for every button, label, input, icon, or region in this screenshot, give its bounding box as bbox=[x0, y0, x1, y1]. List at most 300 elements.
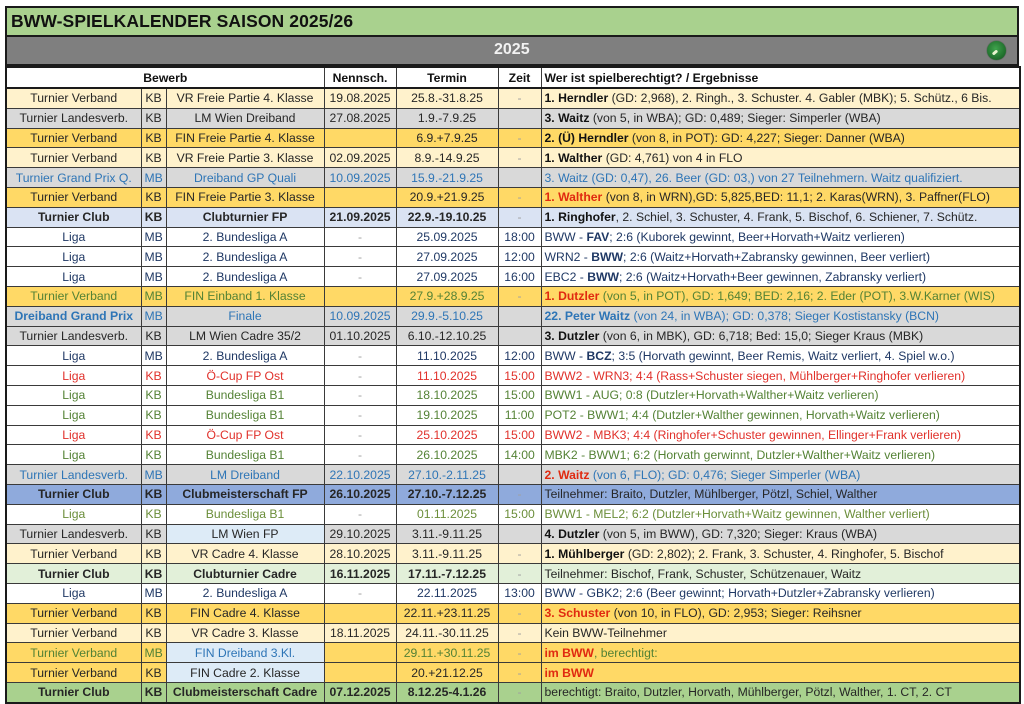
typ-cell: Turnier Verband bbox=[6, 187, 141, 207]
result-highlight: im BWW bbox=[544, 665, 594, 680]
table-row bbox=[6, 682, 1020, 702]
nenn-cell: - bbox=[324, 425, 396, 445]
termin-cell: 15.9.-21.9.25 bbox=[396, 168, 498, 188]
result-highlight: 3. Schuster bbox=[544, 606, 611, 621]
bewerb-cell: VR Freie Partie 4. Klasse bbox=[166, 88, 324, 108]
termin-cell: 27.09.2025 bbox=[396, 267, 498, 287]
bewerb-cell: Clubturnier Cadre bbox=[166, 564, 324, 584]
result-text: (von 6, in MBK), GD: 6,718; Bed: 15,0; Sieger Kraus (MBK) bbox=[599, 328, 924, 343]
table-row bbox=[6, 484, 1020, 504]
result-highlight: 1. Herndler bbox=[544, 91, 609, 106]
termin-cell: 27.09.2025 bbox=[396, 247, 498, 267]
result-cell bbox=[541, 643, 1020, 663]
bewerb-cell: Clubmeisterschaft Cadre bbox=[166, 682, 324, 702]
nenn-cell: 02.09.2025 bbox=[324, 148, 396, 168]
zeit-cell: 16:00 bbox=[498, 267, 541, 287]
termin-cell: 6.10.-12.10.25 bbox=[396, 326, 498, 346]
typ-cell: Liga bbox=[6, 583, 141, 603]
result-cell bbox=[541, 445, 1020, 465]
typ-cell: Liga bbox=[6, 445, 141, 465]
result-text: , berechtigt: bbox=[593, 645, 658, 660]
nenn-cell bbox=[324, 128, 396, 148]
table-row bbox=[6, 88, 1020, 108]
nenn-cell: 26.10.2025 bbox=[324, 484, 396, 504]
nenn-cell: 16.11.2025 bbox=[324, 564, 396, 584]
nenn-cell bbox=[324, 603, 396, 623]
typ-cell: Turnier Verband bbox=[6, 88, 141, 108]
result-cell bbox=[541, 187, 1020, 207]
table-row bbox=[6, 643, 1020, 663]
bewerb-cell: 2. Bundesliga A bbox=[166, 267, 324, 287]
typ-cell: Liga bbox=[6, 385, 141, 405]
table-row bbox=[6, 286, 1020, 306]
result-text: BWW2 - MBK3; 4:4 (Ringhofer+Schuster gewinnen, Ellinger+Frank verlieren) bbox=[544, 427, 962, 442]
kat-cell: KB bbox=[141, 405, 166, 425]
bewerb-cell: LM Dreiband bbox=[166, 465, 324, 485]
table-row bbox=[6, 465, 1020, 485]
kat-cell: KB bbox=[141, 326, 166, 346]
zeit-cell: 18:00 bbox=[498, 227, 541, 247]
result-cell bbox=[541, 504, 1020, 524]
kat-cell: KB bbox=[141, 425, 166, 445]
header-termin: Termin bbox=[396, 67, 498, 88]
result-text: (von 6, FLO); GD: 0,476; Sieger Simperler (WBA) bbox=[589, 467, 861, 482]
typ-cell: Turnier Landesverb. bbox=[6, 108, 141, 128]
zeit-cell bbox=[498, 306, 541, 326]
result-text: , 2. Schiel, 3. Schuster, 4. Frank, 5. Bischof, 6. Schiener, 7. Schütz. bbox=[615, 210, 978, 225]
zeit-cell: 12:00 bbox=[498, 247, 541, 267]
result-cell bbox=[541, 346, 1020, 366]
result-cell bbox=[541, 425, 1020, 445]
typ-cell: Turnier Club bbox=[6, 682, 141, 702]
bewerb-cell: FIN Dreiband 3.Kl. bbox=[166, 643, 324, 663]
kat-cell: KB bbox=[141, 504, 166, 524]
kat-cell: MB bbox=[141, 286, 166, 306]
zeit-cell: - bbox=[498, 544, 541, 564]
result-text: (von 24, in WBA); GD: 0,378; Sieger Kostistansky (BCN) bbox=[630, 309, 939, 324]
termin-cell: 22.9.-19.10.25 bbox=[396, 207, 498, 227]
typ-cell: Liga bbox=[6, 247, 141, 267]
nenn-cell bbox=[324, 286, 396, 306]
zeit-cell: - bbox=[498, 187, 541, 207]
result-cell bbox=[541, 524, 1020, 544]
zeit-cell: 15:00 bbox=[498, 385, 541, 405]
result-text: (von 5, in POT), GD: 1,649; BED: 2,16; 2. Eder (POT), 3.W.Karner (WIS) bbox=[599, 289, 995, 304]
kat-cell: MB bbox=[141, 346, 166, 366]
termin-cell: 25.8.-31.8.25 bbox=[396, 88, 498, 108]
typ-cell: Dreiband Grand Prix bbox=[6, 306, 141, 326]
kat-cell: KB bbox=[141, 603, 166, 623]
zeit-cell: - bbox=[498, 286, 541, 306]
zeit-cell: - bbox=[498, 207, 541, 227]
nenn-cell: 10.09.2025 bbox=[324, 306, 396, 326]
zeit-cell: 15:00 bbox=[498, 425, 541, 445]
result-cell bbox=[541, 108, 1020, 128]
zeit-cell: 15:00 bbox=[498, 366, 541, 386]
result-highlight: 1. Dutzler bbox=[544, 289, 600, 304]
zeit-cell: - bbox=[498, 603, 541, 623]
bewerb-cell: VR Freie Partie 3. Klasse bbox=[166, 148, 324, 168]
nenn-cell: 18.11.2025 bbox=[324, 623, 396, 643]
result-cell bbox=[541, 564, 1020, 584]
table-row bbox=[6, 445, 1020, 465]
termin-cell: 27.9.+28.9.25 bbox=[396, 286, 498, 306]
nenn-cell: - bbox=[324, 366, 396, 386]
result-cell bbox=[541, 583, 1020, 603]
nenn-cell: 07.12.2025 bbox=[324, 682, 396, 702]
result-text: (von 5, im BWW), GD: 7,320; Sieger: Kraus (WBA) bbox=[599, 526, 878, 541]
zeit-cell: 14:00 bbox=[498, 445, 541, 465]
result-cell bbox=[541, 623, 1020, 643]
table-row bbox=[6, 326, 1020, 346]
typ-cell: Liga bbox=[6, 346, 141, 366]
termin-cell: 25.10.2025 bbox=[396, 425, 498, 445]
kat-cell: MB bbox=[141, 583, 166, 603]
nenn-cell: - bbox=[324, 346, 396, 366]
table-row bbox=[6, 663, 1020, 683]
typ-cell: Liga bbox=[6, 425, 141, 445]
bewerb-cell: Finale bbox=[166, 306, 324, 326]
bewerb-cell: Dreiband GP Quali bbox=[166, 168, 324, 188]
termin-cell: 27.10.-7.12.25 bbox=[396, 484, 498, 504]
kat-cell: KB bbox=[141, 663, 166, 683]
result-text: ; 3:5 (Horvath gewinnt, Beer Remis, Waitz verliert, 4. Spiel w.o.) bbox=[611, 348, 955, 363]
zeit-cell: - bbox=[498, 148, 541, 168]
result-text: BWW2 - WRN3; 4:4 (Rass+Schuster siegen, Mühlberger+Ringhofer verlieren) bbox=[544, 368, 966, 383]
termin-cell: 3.11.-9.11.25 bbox=[396, 544, 498, 564]
table-row bbox=[6, 623, 1020, 643]
result-text: BWW - GBK2; 2:6 (Beer gewinnt; Horvath+Dutzler+Zabransky verlieren) bbox=[544, 586, 935, 601]
bewerb-cell: 2. Bundesliga A bbox=[166, 247, 324, 267]
result-pre: BWW - bbox=[544, 229, 587, 244]
table-row bbox=[6, 366, 1020, 386]
kat-cell: MB bbox=[141, 643, 166, 663]
table-header-row bbox=[6, 67, 1020, 88]
termin-cell: 26.10.2025 bbox=[396, 445, 498, 465]
result-cell bbox=[541, 385, 1020, 405]
kat-cell: MB bbox=[141, 168, 166, 188]
termin-cell: 22.11.2025 bbox=[396, 583, 498, 603]
result-cell bbox=[541, 247, 1020, 267]
bewerb-cell: FIN Freie Partie 4. Klasse bbox=[166, 128, 324, 148]
nenn-cell bbox=[324, 643, 396, 663]
page-title bbox=[5, 6, 1019, 35]
zeit-cell bbox=[498, 465, 541, 485]
result-cell bbox=[541, 326, 1020, 346]
kat-cell: MB bbox=[141, 267, 166, 287]
result-highlight: 2. (Ü) Herndler bbox=[544, 130, 629, 145]
zeit-cell: - bbox=[498, 128, 541, 148]
result-text: Kein BWW-Teilnehmer bbox=[544, 625, 667, 640]
table-row bbox=[6, 564, 1020, 584]
result-text: Teilnehmer: Bischof, Frank, Schuster, Schützenauer, Waitz bbox=[544, 566, 862, 581]
result-highlight: BWW bbox=[591, 249, 624, 264]
result-text: 3. Waitz (GD: 0,47), 26. Beer (GD: 03,) von 27 Teilnehmern. Waitz qualifiziert. bbox=[544, 170, 963, 185]
result-text: berechtigt: Braito, Dutzler, Horvath, Mühlberger, Pötzl, Walther, 1. CT, 2. CT bbox=[544, 685, 952, 700]
typ-cell: Turnier Verband bbox=[6, 148, 141, 168]
termin-cell: 8.12.25-4.1.26 bbox=[396, 682, 498, 702]
termin-cell: 27.10.-2.11.25 bbox=[396, 465, 498, 485]
bewerb-cell: VR Cadre 3. Klasse bbox=[166, 623, 324, 643]
result-cell bbox=[541, 267, 1020, 287]
typ-cell: Turnier Verband bbox=[6, 663, 141, 683]
typ-cell: Turnier Club bbox=[6, 207, 141, 227]
table-row bbox=[6, 425, 1020, 445]
result-cell bbox=[541, 88, 1020, 108]
result-cell bbox=[541, 465, 1020, 485]
result-cell bbox=[541, 682, 1020, 702]
bewerb-cell: Ö-Cup FP Ost bbox=[166, 366, 324, 386]
kat-cell: MB bbox=[141, 465, 166, 485]
result-cell bbox=[541, 366, 1020, 386]
result-text: BWW1 - AUG; 0:8 (Dutzler+Horvath+Walther+Waitz verlieren) bbox=[544, 388, 879, 403]
result-highlight: BCZ bbox=[586, 348, 612, 363]
termin-cell: 8.9.-14.9.25 bbox=[396, 148, 498, 168]
nenn-cell bbox=[324, 187, 396, 207]
table-row bbox=[6, 168, 1020, 188]
table-row bbox=[6, 544, 1020, 564]
typ-cell: Turnier Verband bbox=[6, 128, 141, 148]
table-row bbox=[6, 128, 1020, 148]
header-bewerb: Bewerb bbox=[6, 67, 324, 88]
kat-cell: MB bbox=[141, 247, 166, 267]
result-cell bbox=[541, 306, 1020, 326]
kat-cell: KB bbox=[141, 187, 166, 207]
year-label: 2025 bbox=[494, 41, 530, 58]
bewerb-cell: LM Wien Cadre 35/2 bbox=[166, 326, 324, 346]
kat-cell: KB bbox=[141, 108, 166, 128]
result-text: ; 2:6 (Waitz+Horvath+Zabransky gewinnen, Beer verliert) bbox=[623, 249, 931, 264]
zeit-cell: - bbox=[498, 623, 541, 643]
result-highlight: 3. Dutzler bbox=[544, 328, 600, 343]
bewerb-cell: FIN Einband 1. Klasse bbox=[166, 286, 324, 306]
termin-cell: 20.+21.12.25 bbox=[396, 663, 498, 683]
termin-cell: 01.11.2025 bbox=[396, 504, 498, 524]
kat-cell: KB bbox=[141, 564, 166, 584]
kat-cell: KB bbox=[141, 128, 166, 148]
typ-cell: Liga bbox=[6, 267, 141, 287]
zeit-cell bbox=[498, 524, 541, 544]
typ-cell: Turnier Club bbox=[6, 564, 141, 584]
table-row bbox=[6, 148, 1020, 168]
result-highlight: 4. Dutzler bbox=[544, 526, 600, 541]
table-row bbox=[6, 267, 1020, 287]
bewerb-cell: Ö-Cup FP Ost bbox=[166, 425, 324, 445]
nenn-cell: 27.08.2025 bbox=[324, 108, 396, 128]
table-row bbox=[6, 207, 1020, 227]
zeit-cell: 11:00 bbox=[498, 405, 541, 425]
zeit-cell bbox=[498, 326, 541, 346]
termin-cell: 3.11.-9.11.25 bbox=[396, 524, 498, 544]
table-row bbox=[6, 346, 1020, 366]
termin-cell: 29.11.+30.11.25 bbox=[396, 643, 498, 663]
result-pre: WRN2 - bbox=[544, 249, 592, 264]
bewerb-cell: FIN Cadre 2. Klasse bbox=[166, 663, 324, 683]
result-cell bbox=[541, 148, 1020, 168]
termin-cell: 20.9.+21.9.25 bbox=[396, 187, 498, 207]
kat-cell: KB bbox=[141, 385, 166, 405]
kat-cell: KB bbox=[141, 524, 166, 544]
bewerb-cell: LM Wien Dreiband bbox=[166, 108, 324, 128]
kat-cell: KB bbox=[141, 88, 166, 108]
kat-cell: KB bbox=[141, 484, 166, 504]
table-row bbox=[6, 227, 1020, 247]
result-highlight: FAV bbox=[586, 229, 610, 244]
zeit-cell: - bbox=[498, 663, 541, 683]
result-text: MBK2 - BWW1; 6:2 (Horvath gerwinnt, Dutzler+Walther+Waitz verlieren) bbox=[544, 447, 936, 462]
termin-cell: 11.10.2025 bbox=[396, 346, 498, 366]
bewerb-cell: LM Wien FP bbox=[166, 524, 324, 544]
termin-cell: 22.11.+23.11.25 bbox=[396, 603, 498, 623]
nenn-cell: - bbox=[324, 227, 396, 247]
result-highlight: 1. Mühlberger bbox=[544, 546, 625, 561]
table-row bbox=[6, 504, 1020, 524]
typ-cell: Turnier Landesverb. bbox=[6, 326, 141, 346]
result-cell bbox=[541, 484, 1020, 504]
typ-cell: Liga bbox=[6, 366, 141, 386]
kat-cell: KB bbox=[141, 445, 166, 465]
bewerb-cell: Bundesliga B1 bbox=[166, 405, 324, 425]
bewerb-cell: 2. Bundesliga A bbox=[166, 227, 324, 247]
result-highlight: 1. Walther bbox=[544, 190, 603, 205]
spielkalender-sheet bbox=[5, 6, 1019, 704]
zeit-cell: 12:00 bbox=[498, 346, 541, 366]
typ-cell: Turnier Verband bbox=[6, 286, 141, 306]
result-highlight: 1. Walther bbox=[544, 150, 603, 165]
zeit-cell: - bbox=[498, 564, 541, 584]
year-banner bbox=[5, 35, 1019, 66]
table-row bbox=[6, 108, 1020, 128]
zeit-cell bbox=[498, 168, 541, 188]
result-text: (von 8, in WRN),GD: 5,825,BED: 11,1; 2. Karas(WRN), 3. Paffner(FLO) bbox=[602, 190, 990, 205]
typ-cell: Turnier Club bbox=[6, 484, 141, 504]
result-text: Teilnehmer: Braito, Dutzler, Mühlberger, Pötzl, Schiel, Walther bbox=[544, 487, 878, 502]
typ-cell: Liga bbox=[6, 227, 141, 247]
kat-cell: MB bbox=[141, 227, 166, 247]
zeit-cell: - bbox=[498, 682, 541, 702]
table-row bbox=[6, 603, 1020, 623]
result-highlight: 2. Waitz bbox=[544, 467, 590, 482]
result-text: ; 2:6 (Waitz+Horvath+Beer gewinnen, Zabransky verliert) bbox=[619, 269, 927, 284]
zeit-cell: 15:00 bbox=[498, 504, 541, 524]
nenn-cell: 10.09.2025 bbox=[324, 168, 396, 188]
typ-cell: Turnier Landesverb. bbox=[6, 524, 141, 544]
result-pre: BWW - bbox=[544, 348, 587, 363]
typ-cell: Turnier Verband bbox=[6, 603, 141, 623]
termin-cell: 25.09.2025 bbox=[396, 227, 498, 247]
kat-cell: KB bbox=[141, 623, 166, 643]
result-highlight: 1. Ringhofer bbox=[544, 210, 616, 225]
bewerb-cell: 2. Bundesliga A bbox=[166, 583, 324, 603]
zeit-cell: - bbox=[498, 484, 541, 504]
nenn-cell: - bbox=[324, 445, 396, 465]
result-text: (GD: 4,761) von 4 in FLO bbox=[602, 150, 743, 165]
result-text: (GD: 2,968), 2. Ringh., 3. Schuster. 4. Gabler (MBK); 5. Schütz., 6 Bis. bbox=[608, 91, 992, 106]
bewerb-cell: VR Cadre 4. Klasse bbox=[166, 544, 324, 564]
result-cell bbox=[541, 286, 1020, 306]
result-text: BWW1 - MEL2; 6:2 (Dutzler+Horvath+Waitz gewinnen, Walther verliert) bbox=[544, 507, 930, 522]
table-row bbox=[6, 583, 1020, 603]
result-text: (GD: 2,802); 2. Frank, 3. Schuster, 4. Ringhofer, 5. Bischof bbox=[624, 546, 944, 561]
schedule-table bbox=[5, 66, 1021, 704]
result-text: (von 8, in POT): GD: 4,227; Sieger: Danner (WBA) bbox=[628, 130, 905, 145]
result-cell bbox=[541, 168, 1020, 188]
typ-cell: Liga bbox=[6, 405, 141, 425]
club-logo-icon bbox=[987, 41, 1006, 60]
nenn-cell: - bbox=[324, 267, 396, 287]
typ-cell: Turnier Landesverb. bbox=[6, 465, 141, 485]
result-pre: EBC2 - bbox=[544, 269, 588, 284]
bewerb-cell: Clubmeisterschaft FP bbox=[166, 484, 324, 504]
kat-cell: MB bbox=[141, 306, 166, 326]
result-cell bbox=[541, 207, 1020, 227]
result-highlight: BWW bbox=[587, 269, 619, 284]
bewerb-cell: Bundesliga B1 bbox=[166, 445, 324, 465]
table-row bbox=[6, 405, 1020, 425]
nenn-cell: 28.10.2025 bbox=[324, 544, 396, 564]
result-text: ; 2:6 (Kuborek gewinnt, Beer+Horvath+Waitz verlieren) bbox=[609, 229, 905, 244]
table-row bbox=[6, 247, 1020, 267]
termin-cell: 18.10.2025 bbox=[396, 385, 498, 405]
result-cell bbox=[541, 405, 1020, 425]
table-row bbox=[6, 385, 1020, 405]
kat-cell: KB bbox=[141, 366, 166, 386]
result-cell bbox=[541, 603, 1020, 623]
kat-cell: KB bbox=[141, 682, 166, 702]
termin-cell: 6.9.+7.9.25 bbox=[396, 128, 498, 148]
bewerb-cell: FIN Freie Partie 3. Klasse bbox=[166, 187, 324, 207]
bewerb-cell: 2. Bundesliga A bbox=[166, 346, 324, 366]
bewerb-cell: Bundesliga B1 bbox=[166, 504, 324, 524]
termin-cell: 24.11.-30.11.25 bbox=[396, 623, 498, 643]
result-cell bbox=[541, 663, 1020, 683]
table-row bbox=[6, 187, 1020, 207]
result-highlight: im BWW bbox=[544, 645, 594, 660]
termin-cell: 17.11.-7.12.25 bbox=[396, 564, 498, 584]
termin-cell: 19.10.2025 bbox=[396, 405, 498, 425]
kat-cell: KB bbox=[141, 207, 166, 227]
table-row bbox=[6, 524, 1020, 544]
typ-cell: Turnier Verband bbox=[6, 544, 141, 564]
nenn-cell bbox=[324, 663, 396, 683]
result-cell bbox=[541, 227, 1020, 247]
header-nennschluss: Nennsch. bbox=[324, 67, 396, 88]
nenn-cell: 19.08.2025 bbox=[324, 88, 396, 108]
zeit-cell bbox=[498, 108, 541, 128]
termin-cell: 1.9.-7.9.25 bbox=[396, 108, 498, 128]
kat-cell: KB bbox=[141, 148, 166, 168]
nenn-cell: - bbox=[324, 504, 396, 524]
title-text: BWW-SPIELKALENDER SAISON 2025/26 bbox=[11, 11, 354, 31]
result-highlight: 22. Peter Waitz bbox=[544, 309, 631, 324]
result-text: POT2 - BWW1; 4:4 (Dutzler+Walther gewinnen, Horvath+Waitz verlieren) bbox=[544, 408, 940, 423]
zeit-cell: - bbox=[498, 643, 541, 663]
result-highlight: 3. Waitz bbox=[544, 111, 590, 126]
result-text: (von 10, in FLO), GD: 2,953; Sieger: Reihsner bbox=[610, 606, 862, 621]
bewerb-cell: FIN Cadre 4. Klasse bbox=[166, 603, 324, 623]
kat-cell: KB bbox=[141, 544, 166, 564]
nenn-cell: 21.09.2025 bbox=[324, 207, 396, 227]
bewerb-cell: Bundesliga B1 bbox=[166, 385, 324, 405]
nenn-cell: - bbox=[324, 385, 396, 405]
nenn-cell: 01.10.2025 bbox=[324, 326, 396, 346]
termin-cell: 11.10.2025 bbox=[396, 366, 498, 386]
table-row bbox=[6, 306, 1020, 326]
nenn-cell: - bbox=[324, 247, 396, 267]
result-text: (von 5, in WBA); GD: 0,489; Sieger: Simperler (WBA) bbox=[589, 111, 881, 126]
typ-cell: Turnier Verband bbox=[6, 643, 141, 663]
nenn-cell: 22.10.2025 bbox=[324, 465, 396, 485]
